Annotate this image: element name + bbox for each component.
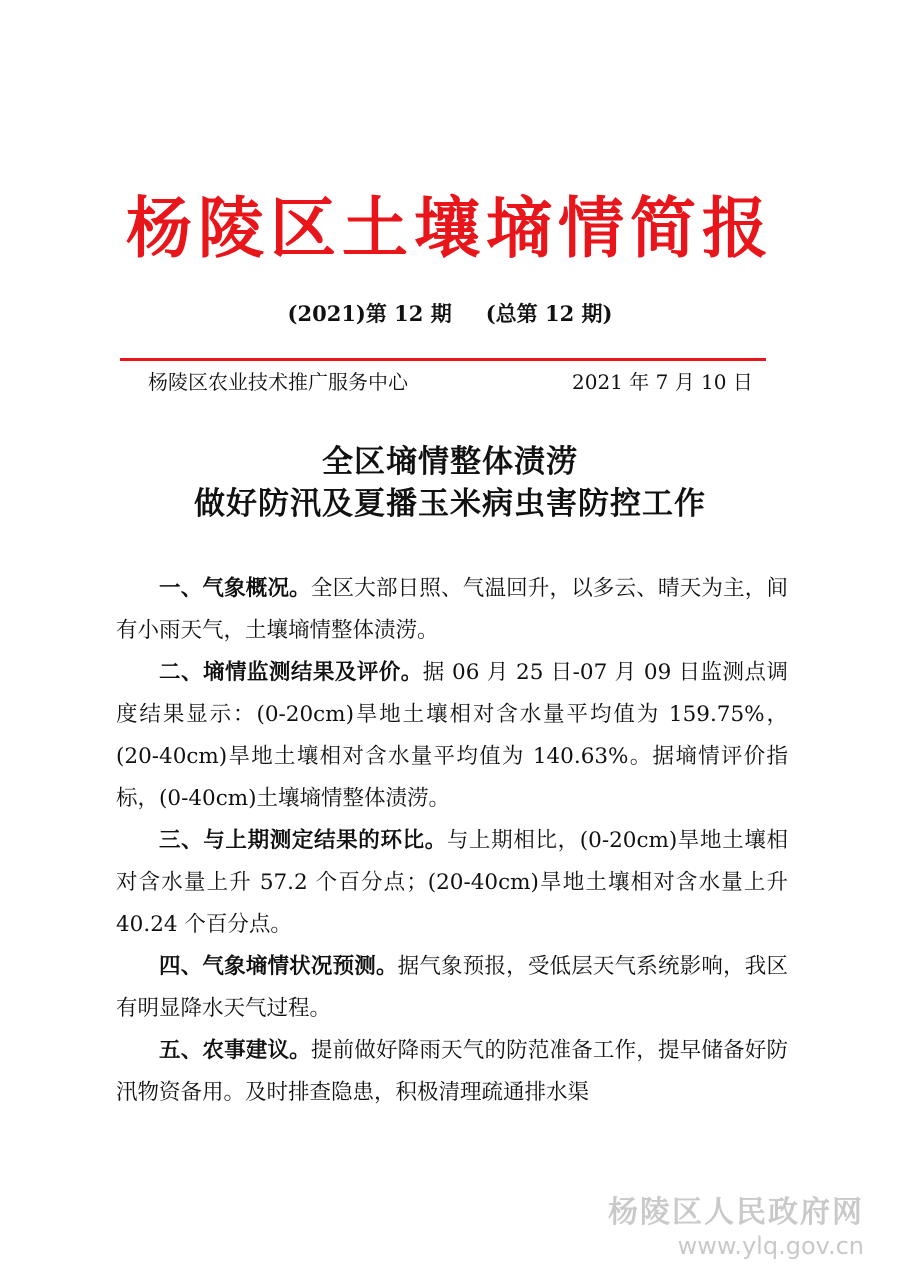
issue-number: (2021)第 12 期 [287, 301, 452, 326]
section-text: 据气象预报，受低层天气系统影响，我区有明显降水天气过程。 [116, 954, 788, 1021]
masthead-title: 杨陵区土壤墒情简报 [126, 189, 774, 267]
headline-line-2: 做好防汛及夏播玉米病虫害防控工作 [194, 486, 706, 522]
red-divider-rule [120, 358, 766, 361]
section-text: 全区大部日照、气温回升，以多云、晴天为主，间有小雨天气，土壤墒情整体渍涝。 [116, 576, 788, 643]
section-heading: 三、与上期测定结果的环比。 [159, 828, 447, 853]
section-text: 提前做好降雨天气的防范准备工作，提早储备好防汛物资备用。及时排查隐患，积极清理疏通排水渠 [116, 1038, 788, 1105]
section-weather-overview [116, 568, 788, 652]
site-watermark [608, 1195, 864, 1260]
issue-line [0, 298, 900, 330]
section-heading: 一、气象概况。 [159, 576, 311, 601]
issuing-organization: 杨陵区农业技术推广服务中心 [148, 370, 408, 394]
watermark-site-url: www.ylq.gov.cn [677, 1232, 864, 1260]
total-issue-number: (总第 12 期) [485, 301, 613, 326]
section-farming-advice [116, 1030, 788, 1114]
section-forecast [116, 946, 788, 1030]
section-heading: 四、气象墒情状况预测。 [159, 954, 398, 979]
section-text: 据 06 月 25 日-07 月 09 日监测点调度结果显示：(0-20cm)旱地土壤相对含水量平均值为 159.75%，(20-40cm)旱地土壤相对含水量平均值为 140.63%。据墒情评价指标，(0-40cm)土壤墒情整体渍涝。 [116, 660, 788, 811]
section-period-comparison [116, 820, 788, 946]
issue-date: 2021 年 7 月 10 日 [572, 370, 753, 394]
section-heading: 五、农事建议。 [159, 1038, 311, 1063]
watermark-site-name: 杨陵区人民政府网 [608, 1195, 864, 1230]
section-text: 与上期相比，(0-20cm)旱地土壤相对含水量上升 57.2 个百分点；(20-40cm)旱地土壤相对含水量上升 40.24 个百分点。 [116, 828, 788, 937]
report-body [116, 568, 788, 1114]
section-monitoring-results [116, 652, 788, 820]
section-heading: 二、墒情监测结果及评价。 [159, 660, 423, 685]
headline-line-1: 全区墒情整体渍涝 [322, 444, 578, 480]
